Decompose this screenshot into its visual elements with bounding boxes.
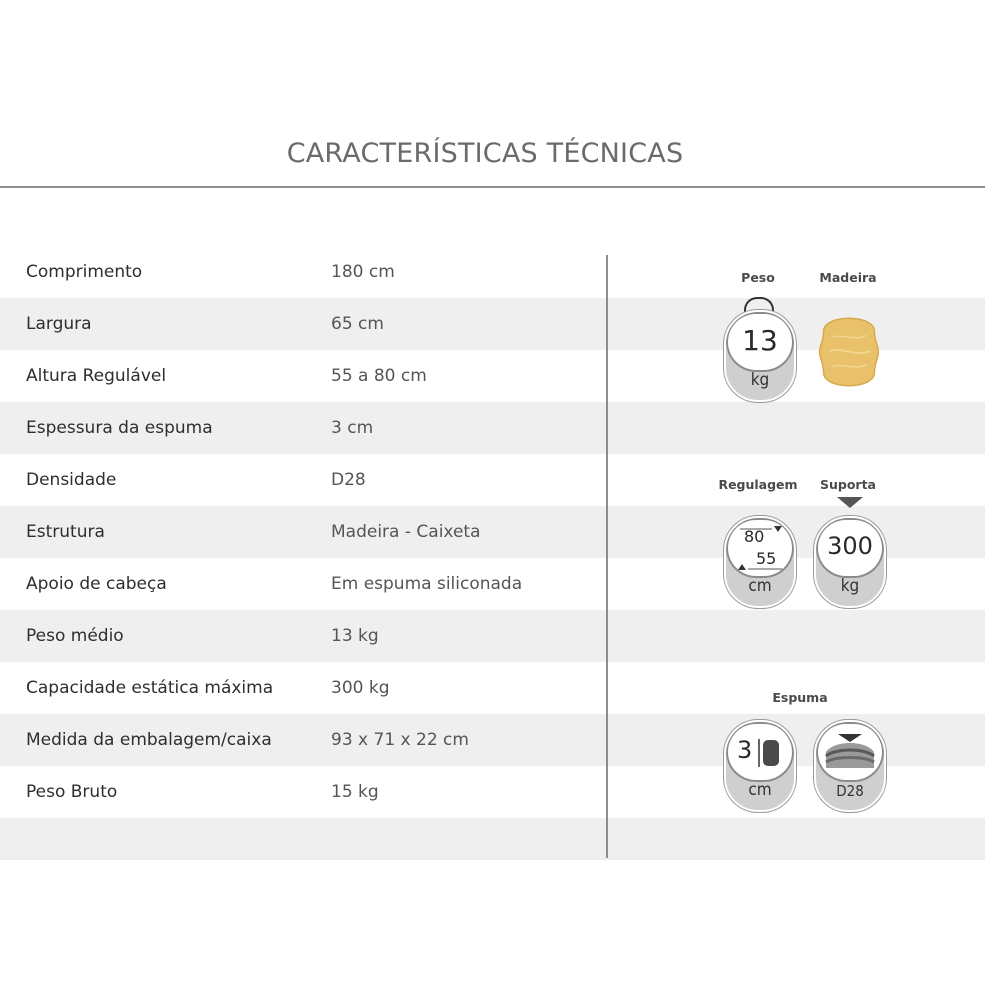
spec-row [0,298,600,350]
suporta-unit: kg [840,576,860,596]
peso-number: 13 [742,324,778,357]
spec-label: Medida da embalagem/caixa [26,730,272,750]
page-title: CARACTERÍSTICAS TÉCNICAS [286,138,684,169]
spec-label: Estrutura [26,522,105,542]
spec-label: Peso Bruto [26,782,118,802]
regulagem-caption: Regulagem [718,477,798,492]
spec-row [0,402,600,454]
spec-value: 13 kg [331,626,379,646]
spec-row [0,246,600,298]
spec-row [0,714,600,766]
spec-label: Apoio de cabeça [26,574,167,594]
foam-block-icon [756,738,784,768]
foam-thickness-icon [724,720,796,812]
spec-label: Comprimento [26,262,143,282]
spec-value: Madeira - Caixeta [331,522,481,542]
spec-value: 15 kg [331,782,379,802]
spec-label: Largura [26,314,92,334]
title-divider [0,186,985,188]
row-stripe [0,818,985,860]
height-adjust-icon [724,516,796,608]
spec-label: Densidade [26,470,117,490]
regulagem-low: 55 [756,549,777,568]
regulagem-unit: cm [748,576,772,596]
spec-value: Em espuma siliconada [331,574,523,594]
foam-density-icon [820,728,880,776]
spec-label: Altura Regulável [26,366,167,386]
spec-value: 55 a 80 cm [331,366,427,386]
suporta-number: 300 [827,532,873,560]
spec-label: Espessura da espuma [26,418,213,438]
regulagem-high: 80 [744,527,765,546]
spec-row [0,350,600,402]
espuma-density: D28 [836,782,864,800]
spec-row [0,506,600,558]
espuma-unit: cm [748,780,772,800]
column-divider [606,255,608,858]
suporta-caption: Suporta [819,477,876,492]
spec-row [0,610,600,662]
weight-icon [724,310,796,402]
spec-value: 93 x 71 x 22 cm [331,730,469,750]
load-arrow-icon [837,497,863,508]
spec-value: 300 kg [331,678,390,698]
espuma-thickness: 3 [737,736,753,764]
spec-row [0,558,600,610]
wood-icon [815,308,883,396]
spec-label: Capacidade estática máxima [26,678,274,698]
spec-row [0,454,600,506]
spec-value: 180 cm [331,262,395,282]
espuma-caption: Espuma [772,690,828,705]
foam-icon [814,720,886,812]
adjust-arrows-icon [732,524,788,572]
spec-label: Peso médio [26,626,124,646]
peso-unit: kg [750,370,770,390]
load-capacity-icon [814,516,886,608]
spec-value: D28 [331,470,366,490]
spec-value: 3 cm [331,418,374,438]
spec-row [0,766,600,818]
spec-value: 65 cm [331,314,384,334]
peso-caption: Peso [741,270,775,285]
madeira-caption: Madeira [819,270,877,285]
spec-row [0,662,600,714]
